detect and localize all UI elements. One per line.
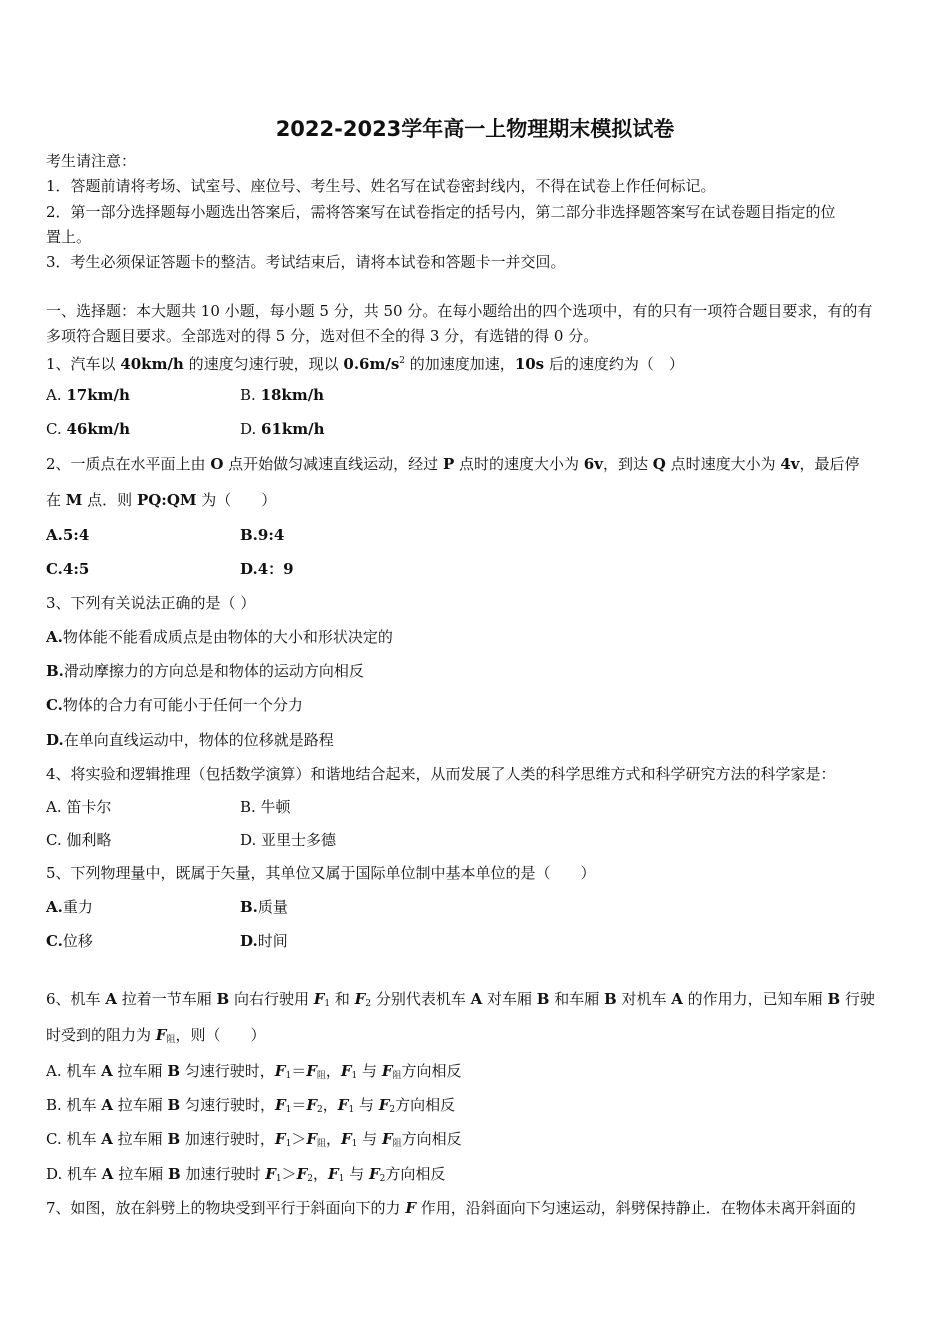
question-1-option-b[interactable]: B. 18km/h	[240, 386, 325, 404]
section-heading-line2: 多项符合题目要求。全部选对的得 5 分，选对但不全的得 3 分，有选错的得 0 分。	[46, 327, 599, 345]
question-5-stem: 5、下列物理量中，既属于矢量，其单位又属于国际单位制中基本单位的是（ ）	[46, 864, 596, 882]
question-3-option-b[interactable]: B.滑动摩擦力的方向总是和物体的运动方向相反	[46, 662, 364, 680]
notice-item-2: 2．第一部分选择题每小题选出答案后，需将答案写在试卷指定的括号内，第二部分非选择题答案写在试卷题目指定的位	[46, 203, 836, 221]
question-2-option-c[interactable]: C.4:5	[46, 560, 90, 578]
question-2-option-d[interactable]: D.4：9	[240, 560, 294, 578]
question-4-option-b[interactable]: B. 牛顿	[240, 798, 291, 816]
question-5-option-c[interactable]: C.位移	[46, 932, 93, 950]
question-4-option-d[interactable]: D. 亚里士多德	[240, 831, 337, 849]
question-6-option-b[interactable]: B. 机车 A 拉车厢 B 匀速行驶时，$F_1=F_2$，$F_1$ 与 $F_2$方向相反	[46, 1096, 456, 1115]
question-2-option-a[interactable]: A.5:4	[46, 526, 90, 544]
notice-item-1: 1．答题前请将考场、试室号、座位号、考生号、姓名写在试卷密封线内，不得在试卷上作任何标记。	[46, 177, 716, 195]
question-2-stem-line1: 2、一质点在水平面上由 O 点开始做匀减速直线运动，经过 P 点时的速度大小为 6v，到达 Q 点时速度大小为 4v，最后停	[46, 455, 860, 473]
question-3-option-a[interactable]: A.物体能不能看成质点是由物体的大小和形状决定的	[46, 628, 393, 646]
section-heading-line1: 一、选择题：本大题共 10 小题，每小题 5 分，共 50 分。在每小题给出的四个选项中，有的只有一项符合题目要求，有的有	[46, 302, 873, 320]
question-5-option-d[interactable]: D.时间	[240, 932, 288, 950]
question-6-option-d[interactable]: D. 机车 A 拉车厢 B 加速行驶时 $F_1>F_2$，$F_1$ 与 $F_2$方向相反	[46, 1165, 446, 1184]
question-3-option-d[interactable]: D.在单向直线运动中，物体的位移就是路程	[46, 731, 334, 749]
question-4-stem: 4、将实验和逻辑推理（包括数学演算）和谐地结合起来，从而发展了人类的科学思维方式和科学研究方法的科学家是：	[46, 765, 836, 783]
question-1-stem: 1、汽车以 40km/h 的速度匀速行驶，现以 $0.6m/s^2$ 的加速度加速，10s 后的速度约为（ ）	[46, 355, 684, 373]
question-4-option-a[interactable]: A. 笛卡尔	[46, 798, 112, 816]
question-3-option-c[interactable]: C.物体的合力有可能小于任何一个分力	[46, 696, 303, 714]
question-4-option-c[interactable]: C. 伽利略	[46, 831, 112, 849]
question-5-option-b[interactable]: B.质量	[240, 898, 288, 916]
question-6-option-a[interactable]: A. 机车 A 拉车厢 B 匀速行驶时，$F_1=F_阻$，$F_1$ 与 $F_阻$方向相反	[46, 1062, 462, 1081]
question-2-stem-line2: 在 M 点．则 PQ:QM 为（ ）	[46, 491, 277, 509]
question-7-stem: 7、如图，放在斜劈上的物块受到平行于斜面向下的力 F 作用，沿斜面向下匀速运动，斜劈保持静止．在物体未离开斜面的	[46, 1199, 856, 1217]
notice-header: 考生请注意：	[46, 152, 137, 170]
question-1-option-c[interactable]: C. 46km/h	[46, 420, 131, 438]
question-3-stem: 3、下列有关说法正确的是（ ）	[46, 594, 256, 612]
notice-item-3: 3．考生必须保证答题卡的整洁。考试结束后，请将本试卷和答题卡一并交回。	[46, 253, 566, 271]
question-2-option-b[interactable]: B.9:4	[240, 526, 285, 544]
question-1-option-a[interactable]: A. 17km/h	[46, 386, 130, 404]
question-1-option-d[interactable]: D. 61km/h	[240, 420, 325, 438]
question-6-option-c[interactable]: C. 机车 A 拉车厢 B 加速行驶时，$F_1>F_阻$，$F_1$ 与 $F_阻$方向相反	[46, 1130, 462, 1149]
question-5-option-a[interactable]: A.重力	[46, 898, 93, 916]
question-6-stem-line2: 时受到的阻力为 $F_阻$，则（ ）	[46, 1026, 266, 1045]
notice-item-2-cont: 置上。	[46, 228, 92, 246]
question-6-stem-line1: 6、机车 A 拉着一节车厢 B 向右行驶用 $F_1$ 和 $F_2$ 分别代表机车 A 对车厢 B 和车厢 B 对机车 A 的作用力，已知车厢 B 行驶	[46, 990, 875, 1009]
page-title: 2022-2023学年高一上物理期末模拟试卷	[275, 117, 675, 141]
